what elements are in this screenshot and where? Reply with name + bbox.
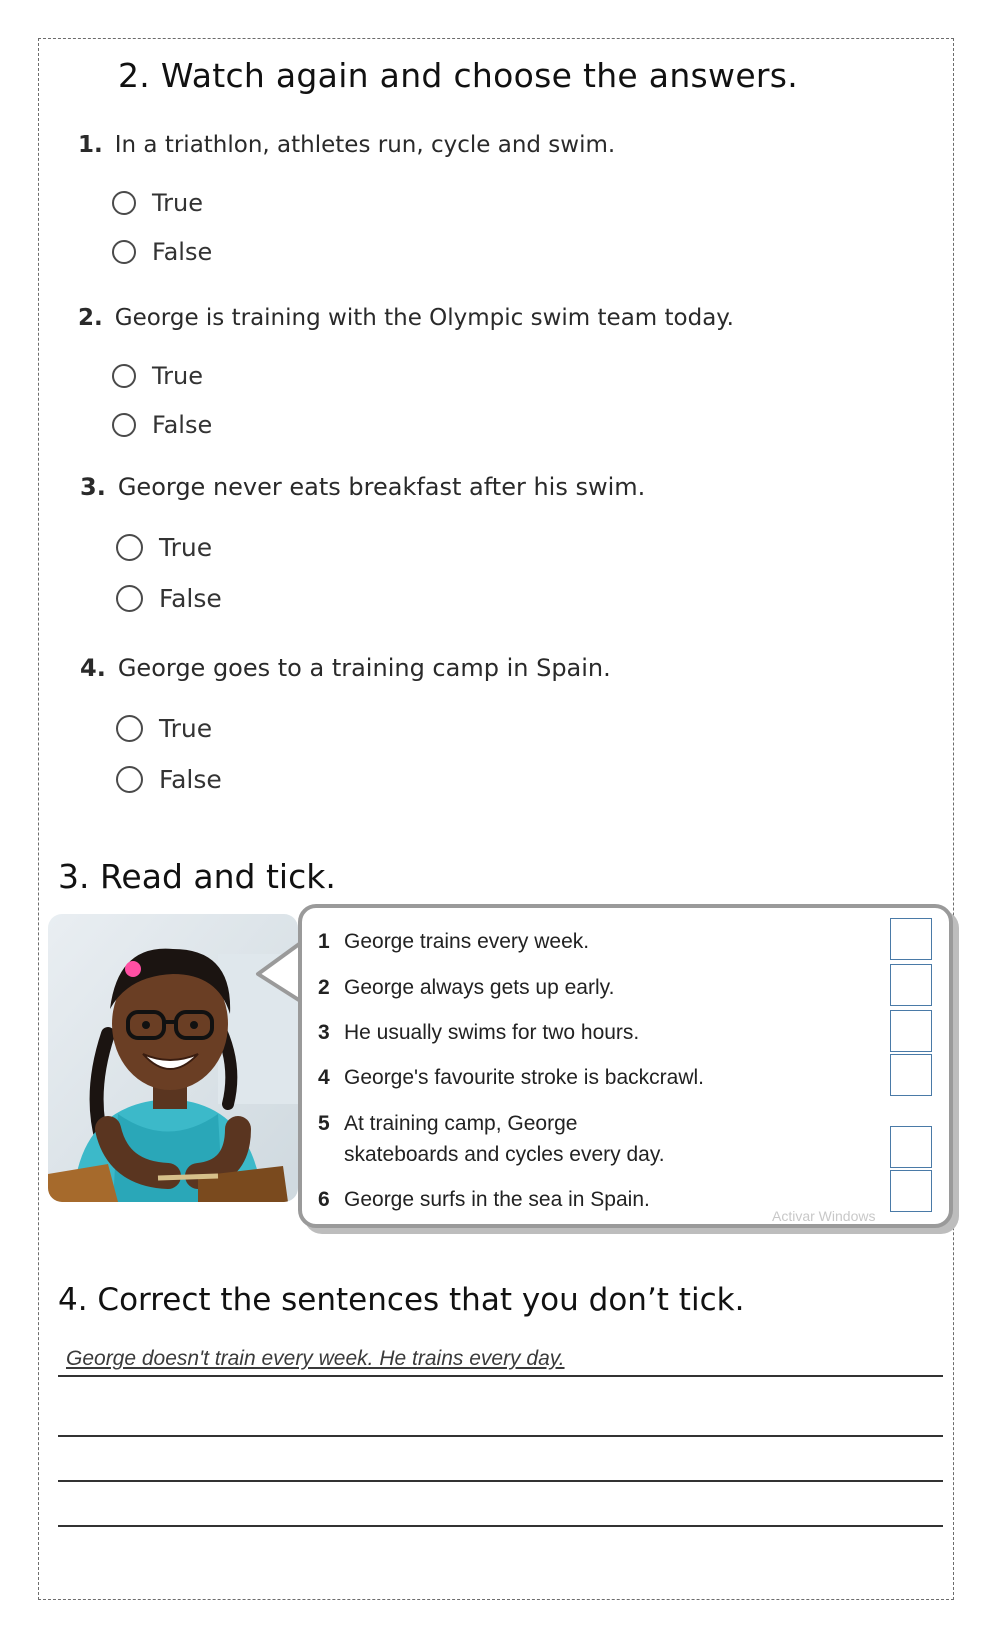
option-label: False <box>159 765 222 794</box>
statement-2 <box>318 972 614 1003</box>
question-1-number: 1. <box>78 132 103 158</box>
statement-6-text: George surfs in the sea in Spain. <box>344 1188 650 1211</box>
option-label: True <box>159 714 213 743</box>
section-3-title: 3. Read and tick. <box>58 857 336 896</box>
tick-box-6[interactable] <box>890 1170 932 1212</box>
speech-bubble <box>298 904 953 1228</box>
windows-watermark: Activar Windows <box>772 1208 876 1224</box>
option-label: True <box>159 533 213 562</box>
statement-3-number: 3 <box>318 1021 330 1044</box>
statement-4 <box>318 1062 704 1093</box>
radio-button[interactable] <box>112 240 136 264</box>
statement-4-text: George's favourite stroke is backcrawl. <box>344 1066 704 1089</box>
statement-1-number: 1 <box>318 930 330 953</box>
tick-box-2[interactable] <box>890 964 932 1006</box>
question-3-option-true[interactable] <box>116 533 212 562</box>
tick-box-1[interactable] <box>890 918 932 960</box>
section-4-title: 4. Correct the sentences that you don’t tick. <box>58 1282 745 1318</box>
statement-4-number: 4 <box>318 1066 330 1089</box>
answer-line-1[interactable] <box>58 1375 943 1377</box>
question-2-text: George is training with the Olympic swim team today. <box>114 305 734 331</box>
statement-3-text: He usually swims for two hours. <box>344 1021 640 1044</box>
question-3-text: George never eats breakfast after his swim. <box>117 473 646 501</box>
radio-button[interactable] <box>112 191 136 215</box>
example-answer: George doesn't train every week. He trains every day. <box>66 1347 565 1370</box>
statement-5-text-line2: skateboards and cycles every day. <box>344 1143 665 1166</box>
radio-button[interactable] <box>116 766 143 793</box>
statement-5 <box>318 1108 665 1170</box>
option-label: True <box>152 189 203 217</box>
question-1 <box>78 132 615 158</box>
statement-2-number: 2 <box>318 976 330 999</box>
radio-button[interactable] <box>116 534 143 561</box>
statement-6-number: 6 <box>318 1188 330 1211</box>
question-3-number: 3. <box>80 473 106 501</box>
radio-button[interactable] <box>112 364 136 388</box>
question-4-number: 4. <box>80 654 106 682</box>
option-label: False <box>152 238 213 266</box>
question-4-option-false[interactable] <box>116 765 222 794</box>
question-3-option-false[interactable] <box>116 584 222 613</box>
question-4-option-true[interactable] <box>116 714 212 743</box>
section-2-title: 2. Watch again and choose the answers. <box>118 56 799 95</box>
question-4 <box>80 654 611 682</box>
question-3 <box>80 473 645 501</box>
answer-line-2[interactable] <box>58 1435 943 1437</box>
question-2 <box>78 305 734 331</box>
answer-line-4[interactable] <box>58 1525 943 1527</box>
statement-5-text: At training camp, George <box>344 1112 578 1135</box>
question-2-option-false[interactable] <box>112 411 212 439</box>
question-4-text: George goes to a training camp in Spain. <box>117 654 611 682</box>
question-1-option-true[interactable] <box>112 189 203 217</box>
statement-5-number: 5 <box>318 1112 330 1135</box>
statement-1-text: George trains every week. <box>344 930 590 953</box>
statement-3 <box>318 1017 639 1048</box>
radio-button[interactable] <box>112 413 136 437</box>
speech-bubble-tail <box>254 938 304 1008</box>
radio-button[interactable] <box>116 715 143 742</box>
answer-line-3[interactable] <box>58 1480 943 1482</box>
tick-box-4[interactable] <box>890 1054 932 1096</box>
statement-1 <box>318 926 589 957</box>
option-label: False <box>152 411 213 439</box>
tick-box-5[interactable] <box>890 1126 932 1168</box>
option-label: True <box>152 362 203 390</box>
question-1-text: In a triathlon, athletes run, cycle and swim. <box>114 132 616 158</box>
statement-6 <box>318 1184 650 1215</box>
question-2-option-true[interactable] <box>112 362 203 390</box>
statement-2-text: George always gets up early. <box>344 976 615 999</box>
tick-box-3[interactable] <box>890 1010 932 1052</box>
option-label: False <box>159 584 222 613</box>
radio-button[interactable] <box>116 585 143 612</box>
question-2-number: 2. <box>78 305 103 331</box>
question-1-option-false[interactable] <box>112 238 212 266</box>
